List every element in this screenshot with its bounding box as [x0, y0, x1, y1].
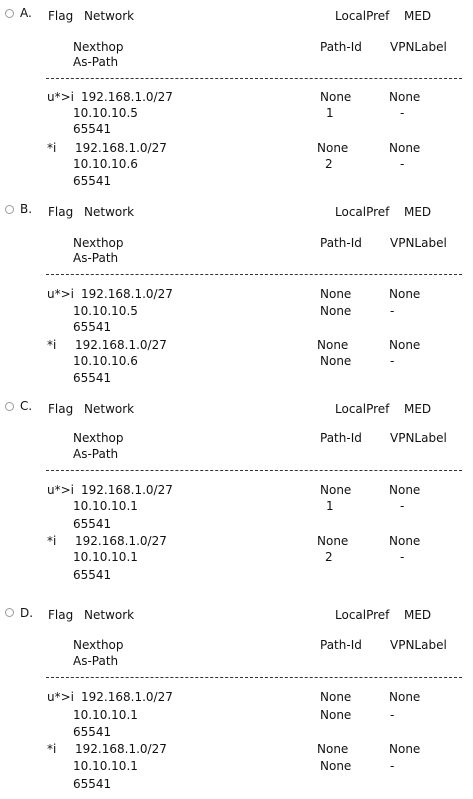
route-vpnlabel: -	[390, 354, 395, 368]
route-flag: *i	[47, 141, 57, 155]
header-vpnlabel: VPNLabel	[390, 431, 447, 445]
route-localpref: None	[320, 287, 352, 301]
route-pathid: None	[320, 708, 352, 722]
option-a-radio[interactable]	[5, 9, 14, 18]
header-med: MED	[404, 608, 432, 622]
route-flag: *i	[47, 338, 57, 352]
route-pathid: 1	[326, 106, 334, 120]
route-pathid: None	[320, 304, 352, 318]
header-pathid: Path-Id	[320, 638, 362, 652]
route-aspath: 65541	[73, 371, 112, 385]
route-med: None	[389, 287, 421, 301]
route-med: None	[389, 141, 421, 155]
header-divider	[46, 677, 462, 678]
header-nexthop: Nexthop	[73, 431, 124, 445]
header-localpref: LocalPref	[335, 608, 390, 622]
header-pathid: Path-Id	[320, 431, 362, 445]
route-network: 192.168.1.0/27	[81, 483, 173, 497]
route-flag: u*>i	[47, 287, 74, 301]
route-nexthop: 10.10.10.1	[73, 759, 138, 773]
header-med: MED	[404, 205, 432, 219]
route-flag: *i	[47, 534, 57, 548]
route-aspath: 65541	[73, 777, 112, 791]
option-letter: D.	[20, 606, 34, 620]
option-d-radio[interactable]	[5, 608, 14, 617]
route-nexthop: 10.10.10.1	[73, 550, 138, 564]
route-vpnlabel: -	[400, 550, 405, 564]
route-network: 192.168.1.0/27	[75, 742, 167, 756]
route-localpref: None	[320, 90, 352, 104]
route-nexthop: 10.10.10.5	[73, 304, 138, 318]
route-flag: u*>i	[47, 690, 74, 704]
route-med: None	[389, 690, 421, 704]
header-aspath: As-Path	[73, 447, 119, 461]
option-b	[0, 196, 473, 396]
route-nexthop: 10.10.10.6	[73, 157, 138, 171]
route-localpref: None	[320, 483, 352, 497]
route-vpnlabel: -	[390, 708, 395, 722]
route-med: None	[389, 483, 421, 497]
route-pathid: None	[320, 354, 352, 368]
header-network: Network	[84, 402, 135, 416]
route-nexthop: 10.10.10.5	[73, 106, 138, 120]
route-flag: u*>i	[47, 483, 74, 497]
route-aspath: 65541	[73, 517, 112, 531]
route-network: 192.168.1.0/27	[81, 90, 173, 104]
header-network: Network	[84, 9, 135, 23]
option-b-radio[interactable]	[5, 205, 14, 214]
route-aspath: 65541	[73, 122, 112, 136]
route-vpnlabel: -	[400, 106, 405, 120]
option-letter: C.	[20, 399, 33, 413]
header-flag: Flag	[48, 608, 74, 622]
header-vpnlabel: VPNLabel	[390, 40, 447, 54]
header-divider	[46, 274, 462, 275]
route-pathid: 2	[325, 157, 333, 171]
header-flag: Flag	[48, 9, 74, 23]
header-network: Network	[84, 205, 135, 219]
route-pathid: None	[320, 759, 352, 773]
route-aspath: 65541	[73, 568, 112, 582]
option-a	[0, 0, 473, 200]
header-nexthop: Nexthop	[73, 236, 124, 250]
header-network: Network	[84, 608, 135, 622]
route-pathid: 2	[325, 550, 333, 564]
header-flag: Flag	[48, 205, 74, 219]
header-nexthop: Nexthop	[73, 638, 124, 652]
route-network: 192.168.1.0/27	[75, 338, 167, 352]
route-med: None	[389, 90, 421, 104]
route-pathid: 1	[326, 499, 334, 513]
route-localpref: None	[317, 141, 349, 155]
route-med: None	[389, 338, 421, 352]
header-pathid: Path-Id	[320, 40, 362, 54]
header-divider	[46, 78, 462, 79]
route-flag: *i	[47, 742, 57, 756]
route-localpref: None	[317, 742, 349, 756]
option-c	[0, 393, 473, 593]
header-vpnlabel: VPNLabel	[390, 638, 447, 652]
header-localpref: LocalPref	[335, 402, 390, 416]
route-flag: u*>i	[47, 90, 74, 104]
route-localpref: None	[317, 534, 349, 548]
route-network: 192.168.1.0/27	[81, 287, 173, 301]
route-network: 192.168.1.0/27	[75, 534, 167, 548]
header-localpref: LocalPref	[335, 9, 390, 23]
header-nexthop: Nexthop	[73, 40, 124, 54]
option-d	[0, 599, 473, 799]
route-aspath: 65541	[73, 174, 112, 188]
route-network: 192.168.1.0/27	[75, 141, 167, 155]
route-nexthop: 10.10.10.1	[73, 499, 138, 513]
option-c-radio[interactable]	[5, 402, 14, 411]
route-nexthop: 10.10.10.1	[73, 708, 138, 722]
route-vpnlabel: -	[390, 759, 395, 773]
header-vpnlabel: VPNLabel	[390, 236, 447, 250]
header-med: MED	[404, 402, 432, 416]
route-network: 192.168.1.0/27	[81, 690, 173, 704]
header-med: MED	[404, 9, 432, 23]
route-aspath: 65541	[73, 725, 112, 739]
option-letter: B.	[20, 202, 33, 216]
header-aspath: As-Path	[73, 55, 119, 69]
route-med: None	[389, 742, 421, 756]
option-letter: A.	[20, 6, 32, 20]
header-flag: Flag	[48, 402, 74, 416]
route-localpref: None	[320, 690, 352, 704]
route-med: None	[389, 534, 421, 548]
header-aspath: As-Path	[73, 654, 119, 668]
header-aspath: As-Path	[73, 251, 119, 265]
route-aspath: 65541	[73, 320, 112, 334]
route-nexthop: 10.10.10.6	[73, 354, 138, 368]
route-vpnlabel: -	[400, 499, 405, 513]
route-localpref: None	[317, 338, 349, 352]
route-vpnlabel: -	[400, 157, 405, 171]
header-divider	[46, 470, 462, 471]
header-pathid: Path-Id	[320, 236, 362, 250]
route-vpnlabel: -	[390, 304, 395, 318]
header-localpref: LocalPref	[335, 205, 390, 219]
